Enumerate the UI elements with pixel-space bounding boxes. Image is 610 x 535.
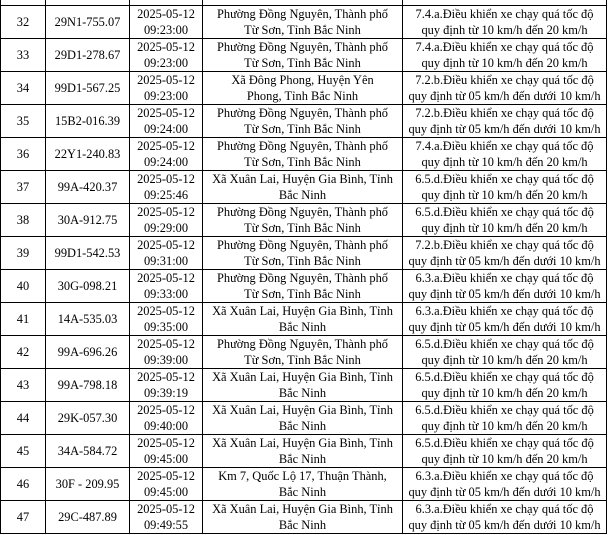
row-number: 46 — [16, 477, 30, 491]
cell-time — [130, 501, 203, 534]
cell-place — [203, 39, 403, 72]
violation-time: 09:23:00 — [143, 23, 189, 37]
violation-line-1: 6.5.d.Điều khiển xe chạy quá tốc độ — [415, 403, 594, 417]
place-line-1: Xã Xuân Lai, Huyện Gia Bình, Tỉnh — [212, 304, 393, 318]
cell-stt — [1, 6, 46, 39]
violation-line-1: 6.3.a.Điều khiển xe chạy quá tốc độ — [415, 271, 594, 285]
cell-violation — [403, 72, 607, 105]
cell-plate — [46, 105, 130, 138]
place-line-2: Bắc Ninh — [278, 188, 327, 202]
license-plate: 30G-098.21 — [57, 279, 118, 293]
violation-time: 09:45:00 — [143, 452, 189, 466]
cell-violation — [403, 270, 607, 303]
cell-plate — [46, 39, 130, 72]
violation-line-2: quy định từ 10 km/h đến 20 km/h — [421, 353, 588, 367]
violation-line-1: 7.4.a.Điều khiển xe chạy quá tốc độ — [415, 40, 594, 54]
cell-violation — [403, 303, 607, 336]
row-number: 43 — [16, 378, 30, 392]
cell-stt — [1, 138, 46, 171]
violation-time: 09:45:00 — [143, 485, 189, 499]
violation-date: 2025-05-12 — [137, 205, 195, 219]
cell-violation — [403, 435, 607, 468]
cell-time — [130, 72, 203, 105]
place-line-2: Bắc Ninh — [278, 518, 327, 532]
cell-place — [203, 105, 403, 138]
cell-place — [203, 402, 403, 435]
row-number: 35 — [16, 114, 30, 128]
cell-stt — [1, 105, 46, 138]
place-line-1: Phường Đồng Nguyên, Thành phố — [216, 271, 388, 285]
row-number: 37 — [16, 180, 30, 194]
cell-time — [130, 468, 203, 501]
row-number: 38 — [16, 213, 30, 227]
cell-stt — [1, 402, 46, 435]
place-line-2: Từ Sơn, Tỉnh Bắc Ninh — [244, 353, 361, 367]
place-line-1: Xã Xuân Lai, Huyện Gia Bình, Tỉnh — [212, 172, 393, 186]
license-plate: 29D1-278.67 — [54, 48, 121, 62]
table-row — [1, 204, 607, 237]
cell-time — [130, 138, 203, 171]
place-line-1: Phường Đồng Nguyên, Thành phố — [216, 139, 388, 153]
cell-plate — [46, 237, 130, 270]
violation-line-1: 6.3.a.Điều khiển xe chạy quá tốc độ — [415, 304, 594, 318]
cell-place — [203, 138, 403, 171]
license-plate: 29K-057.30 — [57, 411, 118, 425]
place-line-2: Bắc Ninh — [278, 452, 327, 466]
violation-date: 2025-05-12 — [137, 403, 195, 417]
cell-time — [130, 369, 203, 402]
cell-stt — [1, 468, 46, 501]
table-row — [1, 501, 607, 534]
violation-line-2: quy định từ 05 km/h đến dưới 10 km/h — [408, 287, 601, 301]
row-number: 47 — [16, 510, 30, 524]
place-line-2: Phong, Tỉnh Bắc Ninh — [246, 89, 359, 103]
cell-stt — [1, 369, 46, 402]
license-plate: 99A-696.26 — [57, 345, 118, 359]
cell-place — [203, 237, 403, 270]
violation-time: 09:49:55 — [143, 518, 189, 532]
violation-date: 2025-05-12 — [137, 271, 195, 285]
violation-line-2: quy định từ 05 km/h đến dưới 10 km/h — [408, 485, 601, 499]
violation-line-2: quy định từ 05 km/h đến dưới 10 km/h — [408, 122, 601, 136]
place-line-1: Xã Xuân Lai, Huyện Gia Bình, Tỉnh — [212, 403, 393, 417]
cell-stt — [1, 39, 46, 72]
cell-violation — [403, 501, 607, 534]
cell-violation — [403, 468, 607, 501]
violation-line-1: 6.5.d.Điều khiển xe chạy quá tốc độ — [415, 205, 594, 219]
cell-place — [203, 501, 403, 534]
cell-stt — [1, 171, 46, 204]
license-plate: 14A-535.03 — [57, 312, 118, 326]
cell-place — [203, 468, 403, 501]
place-line-1: Km 7, Quốc Lộ 17, Thuận Thành, — [218, 469, 387, 483]
cell-time — [130, 171, 203, 204]
row-number: 39 — [16, 246, 30, 260]
place-line-1: Xã Xuân Lai, Huyện Gia Bình, Tỉnh — [212, 370, 393, 384]
cell-plate — [46, 303, 130, 336]
cell-time — [130, 105, 203, 138]
violation-date: 2025-05-12 — [137, 337, 195, 351]
cell-time — [130, 39, 203, 72]
violation-line-2: quy định từ 10 km/h đến 20 km/h — [421, 419, 588, 433]
violation-date: 2025-05-12 — [137, 436, 195, 450]
violation-time: 09:25:46 — [143, 188, 189, 202]
table-row — [1, 72, 607, 105]
cell-plate — [46, 270, 130, 303]
violation-line-2: quy định từ 05 km/h đến dưới 10 km/h — [408, 320, 601, 334]
violation-line-1: 7.4.a.Điều khiển xe chạy quá tốc độ — [415, 7, 594, 21]
cell-violation — [403, 6, 607, 39]
violation-line-1: 6.5.d.Điều khiển xe chạy quá tốc độ — [415, 436, 594, 450]
license-plate: 99D1-542.53 — [54, 246, 121, 260]
license-plate: 99D1-567.25 — [54, 81, 121, 95]
license-plate: 29N1-755.07 — [54, 15, 121, 29]
license-plate: 15B2-016.39 — [54, 114, 121, 128]
cell-plate — [46, 402, 130, 435]
license-plate: 30A-912.75 — [57, 213, 118, 227]
row-number: 36 — [16, 147, 30, 161]
violation-date: 2025-05-12 — [137, 73, 195, 87]
place-line-1: Phường Đồng Nguyên, Thành phố — [216, 205, 388, 219]
cell-plate — [46, 204, 130, 237]
place-line-1: Xã Xuân Lai, Huyện Gia Bình, Tỉnh — [212, 436, 393, 450]
violation-line-1: 6.5.d.Điều khiển xe chạy quá tốc độ — [415, 370, 594, 384]
cell-violation — [403, 138, 607, 171]
violation-date: 2025-05-12 — [137, 172, 195, 186]
violation-time: 09:35:00 — [143, 320, 189, 334]
table-row — [1, 237, 607, 270]
table-row — [1, 39, 607, 72]
row-number: 32 — [16, 15, 30, 29]
violation-line-1: 6.3.a.Điều khiển xe chạy quá tốc độ — [415, 502, 594, 516]
cell-plate — [46, 171, 130, 204]
cell-plate — [46, 468, 130, 501]
table-row — [1, 138, 607, 171]
cell-place — [203, 270, 403, 303]
table-row — [1, 6, 607, 39]
place-line-2: Từ Sơn, Tỉnh Bắc Ninh — [244, 221, 361, 235]
cell-plate — [46, 72, 130, 105]
place-line-2: Từ Sơn, Tỉnh Bắc Ninh — [244, 23, 361, 37]
violation-line-1: 7.4.a.Điều khiển xe chạy quá tốc độ — [415, 139, 594, 153]
cell-place — [203, 303, 403, 336]
place-line-2: Bắc Ninh — [278, 386, 327, 400]
cell-time — [130, 402, 203, 435]
cell-time — [130, 6, 203, 39]
table-row — [1, 171, 607, 204]
table-row — [1, 468, 607, 501]
violation-line-2: quy định từ 10 km/h đến 20 km/h — [421, 386, 588, 400]
license-plate: 34A-584.72 — [57, 444, 118, 458]
violation-line-1: 6.5.d.Điều khiển xe chạy quá tốc độ — [415, 172, 594, 186]
cell-time — [130, 435, 203, 468]
cell-time — [130, 237, 203, 270]
violation-line-1: 6.5.d.Điều khiển xe chạy quá tốc độ — [415, 337, 594, 351]
place-line-2: Từ Sơn, Tỉnh Bắc Ninh — [244, 122, 361, 136]
table-row — [1, 270, 607, 303]
violation-time: 09:23:00 — [143, 56, 189, 70]
violation-line-2: quy định từ 10 km/h đến 20 km/h — [421, 452, 588, 466]
violation-date: 2025-05-12 — [137, 502, 195, 516]
row-number: 33 — [16, 48, 30, 62]
cell-stt — [1, 237, 46, 270]
table-row — [1, 303, 607, 336]
violation-date: 2025-05-12 — [137, 139, 195, 153]
cell-violation — [403, 369, 607, 402]
violation-date: 2025-05-12 — [137, 370, 195, 384]
cell-stt — [1, 204, 46, 237]
row-number: 34 — [16, 81, 30, 95]
violation-line-1: 7.2.b.Điều khiển xe chạy quá tốc độ — [415, 238, 594, 252]
violation-line-2: quy định từ 10 km/h đến 20 km/h — [421, 188, 588, 202]
cell-violation — [403, 105, 607, 138]
cell-violation — [403, 336, 607, 369]
row-number: 42 — [16, 345, 30, 359]
cell-time — [130, 303, 203, 336]
place-line-1: Xã Đông Phong, Huyện Yên — [231, 73, 374, 87]
table-row — [1, 402, 607, 435]
cell-time — [130, 336, 203, 369]
cell-violation — [403, 39, 607, 72]
place-line-1: Phường Đồng Nguyên, Thành phố — [216, 7, 388, 21]
violation-line-1: 6.3.a.Điều khiển xe chạy quá tốc độ — [415, 469, 594, 483]
place-line-2: Bắc Ninh — [278, 419, 327, 433]
place-line-1: Phường Đồng Nguyên, Thành phố — [216, 337, 388, 351]
cell-plate — [46, 138, 130, 171]
violation-time: 09:23:00 — [143, 89, 189, 103]
cell-place — [203, 369, 403, 402]
cell-place — [203, 204, 403, 237]
violation-line-2: quy định từ 10 km/h đến 20 km/h — [421, 56, 588, 70]
violation-time: 09:31:00 — [143, 254, 189, 268]
cell-violation — [403, 171, 607, 204]
violation-time: 09:29:00 — [143, 221, 189, 235]
cell-place — [203, 72, 403, 105]
violation-date: 2025-05-12 — [137, 40, 195, 54]
cell-plate — [46, 336, 130, 369]
place-line-2: Từ Sơn, Tỉnh Bắc Ninh — [244, 56, 361, 70]
cell-plate — [46, 501, 130, 534]
table-row — [1, 336, 607, 369]
violation-line-2: quy định từ 10 km/h đến 20 km/h — [421, 155, 588, 169]
place-line-1: Phường Đồng Nguyên, Thành phố — [216, 106, 388, 120]
row-number: 45 — [16, 444, 30, 458]
violation-time: 09:24:00 — [143, 155, 189, 169]
violation-time: 09:40:00 — [143, 419, 189, 433]
table-row — [1, 369, 607, 402]
cell-violation — [403, 204, 607, 237]
place-line-2: Bắc Ninh — [278, 485, 327, 499]
violation-date: 2025-05-12 — [137, 7, 195, 21]
license-plate: 99A-420.37 — [57, 180, 118, 194]
cell-place — [203, 171, 403, 204]
cell-violation — [403, 237, 607, 270]
violation-date: 2025-05-12 — [137, 238, 195, 252]
cell-time — [130, 204, 203, 237]
violation-date: 2025-05-12 — [137, 106, 195, 120]
license-plate: 30F - 209.95 — [55, 477, 120, 491]
place-line-1: Phường Đồng Nguyên, Thành phố — [216, 238, 388, 252]
cell-place — [203, 435, 403, 468]
violation-line-2: quy định từ 05 km/h đến dưới 10 km/h — [408, 89, 601, 103]
violation-time: 09:39:19 — [143, 386, 189, 400]
cell-stt — [1, 501, 46, 534]
place-line-2: Từ Sơn, Tỉnh Bắc Ninh — [244, 155, 361, 169]
violation-line-2: quy định từ 05 km/h đến dưới 10 km/h — [408, 254, 601, 268]
place-line-1: Xã Xuân Lai, Huyện Gia Bình, Tỉnh — [212, 502, 393, 516]
place-line-2: Từ Sơn, Tỉnh Bắc Ninh — [244, 254, 361, 268]
cell-place — [203, 336, 403, 369]
license-plate: 99A-798.18 — [57, 378, 118, 392]
violation-table-body — [1, 0, 607, 534]
cell-stt — [1, 435, 46, 468]
cell-plate — [46, 369, 130, 402]
license-plate: 22Y1-240.83 — [54, 147, 121, 161]
violation-time: 09:24:00 — [143, 122, 189, 136]
violation-time: 09:33:00 — [143, 287, 189, 301]
violation-line-1: 7.2.b.Điều khiển xe chạy quá tốc độ — [415, 73, 594, 87]
cell-violation — [403, 402, 607, 435]
row-number: 44 — [16, 411, 30, 425]
place-line-2: Từ Sơn, Tỉnh Bắc Ninh — [244, 287, 361, 301]
place-line-2: Bắc Ninh — [278, 320, 327, 334]
cell-place — [203, 6, 403, 39]
license-plate: 29C-487.89 — [58, 510, 117, 524]
table-row — [1, 105, 607, 138]
cell-stt — [1, 303, 46, 336]
cell-plate — [46, 435, 130, 468]
cell-time — [130, 270, 203, 303]
cell-stt — [1, 336, 46, 369]
place-line-1: Phường Đồng Nguyên, Thành phố — [216, 40, 388, 54]
violation-time: 09:39:00 — [143, 353, 189, 367]
violation-line-1: 7.2.b.Điều khiển xe chạy quá tốc độ — [415, 106, 594, 120]
violation-line-2: quy định từ 10 km/h đến 20 km/h — [421, 221, 588, 235]
violation-date: 2025-05-12 — [137, 469, 195, 483]
table-row — [1, 435, 607, 468]
violation-date: 2025-05-12 — [137, 304, 195, 318]
row-number: 41 — [16, 312, 30, 326]
violation-line-2: quy định từ 10 km/h đến 20 km/h — [421, 23, 588, 37]
cell-plate — [46, 6, 130, 39]
cell-stt — [1, 270, 46, 303]
violation-line-2: quy định từ 05 km/h đến dưới 10 km/h — [408, 518, 601, 532]
row-number: 40 — [16, 279, 30, 293]
cell-stt — [1, 72, 46, 105]
